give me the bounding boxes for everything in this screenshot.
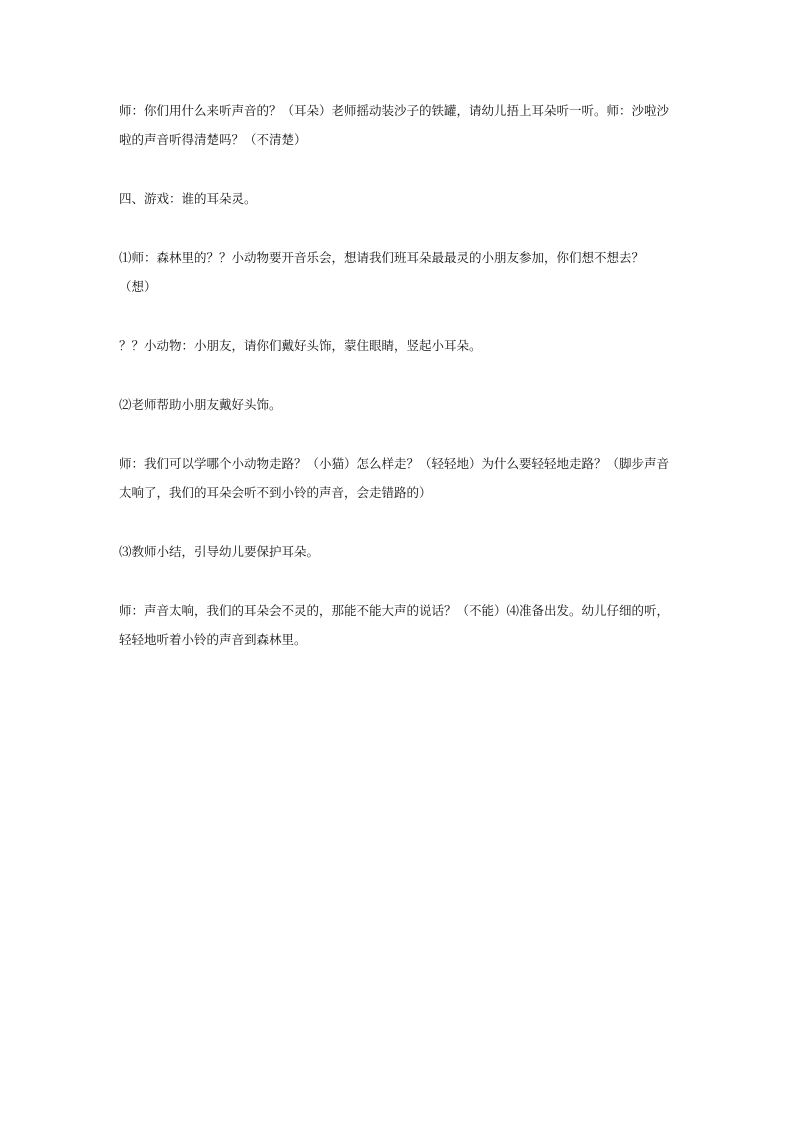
paragraph-step-1: ⑴师：森林里的？？小动物要开音乐会，想请我们班耳朵最最灵的小朋友参加，你们想不想去？（想） — [119, 250, 645, 294]
section-heading-game: 四、游戏：谁的耳朵灵。 — [119, 191, 257, 206]
paragraph-animal-speech: ？？小动物：小朋友，请你们戴好头饰，蒙住眼睛，竖起小耳朵。 — [119, 338, 482, 353]
paragraph-step-2: ⑵老师帮助小朋友戴好头饰。 — [119, 397, 282, 412]
paragraph-step-3: ⑶教师小结，引导幼儿要保护耳朵。 — [119, 544, 320, 559]
document-body — [119, 96, 675, 684]
paragraph-step-4: 师：声音太响，我们的耳朵会不灵的，那能不能大声的说话？（不能）⑷准备出发。幼儿仔细的听，轻轻地听着小铃的声音到森林里。 — [119, 603, 670, 647]
paragraph-question-ears: 师：你们用什么来听声音的？（耳朵）老师摇动装沙子的铁罐，请幼儿捂上耳朵听一听。师：沙啦沙啦的声音听得清楚吗？（不清楚） — [119, 103, 670, 147]
paragraph-walk-question: 师：我们可以学哪个小动物走路？（小猫）怎么样走？（轻轻地）为什么要轻轻地走路？（脚步声音太响了，我们的耳朵会听不到小铃的声音，会走错路的） — [119, 456, 670, 500]
